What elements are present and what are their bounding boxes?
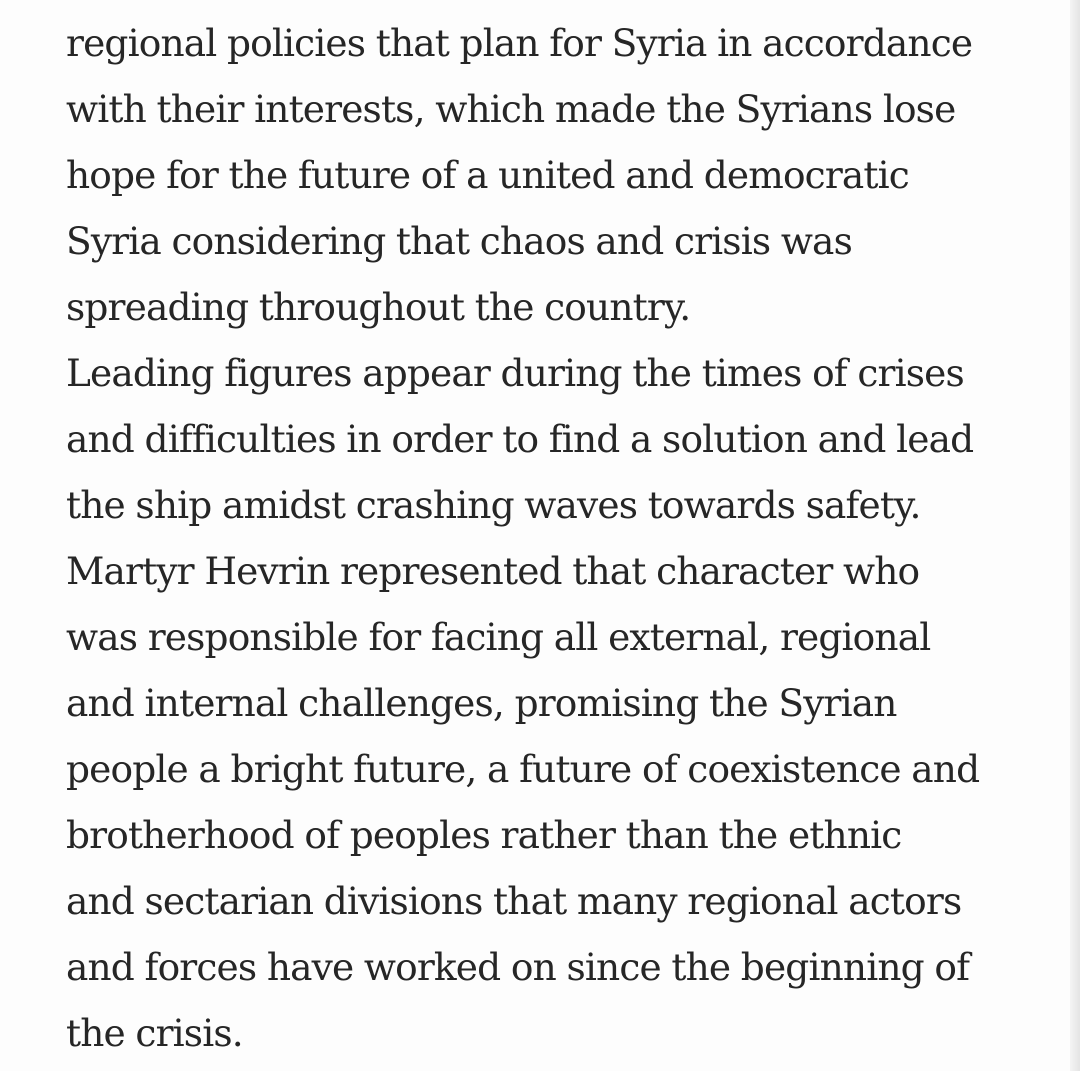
- text-line: Martyr Hevrin represented that character who: [66, 549, 920, 593]
- text-line: with their interests, which made the Syrians lose: [66, 87, 956, 131]
- text-line: Syria considering that chaos and crisis was: [66, 219, 852, 263]
- text-line: was responsible for facing all external, regional: [66, 615, 931, 659]
- text-line: hope for the future of a united and democratic: [66, 153, 909, 197]
- text-line: and internal challenges, promising the Syrian: [66, 681, 897, 725]
- text-line: and sectarian divisions that many regional actors: [66, 879, 962, 923]
- text-line: the crisis.: [66, 1011, 243, 1055]
- text-line: the ship amidst crashing waves towards safety.: [66, 483, 921, 527]
- page-edge-divider: [1070, 0, 1080, 1071]
- text-line: people a bright future, a future of coexistence and: [66, 747, 980, 791]
- article-body: [66, 10, 1066, 1066]
- text-line: spreading throughout the country.: [66, 285, 691, 329]
- text-line: regional policies that plan for Syria in accordance: [66, 21, 973, 65]
- text-line: Leading figures appear during the times of crises: [66, 351, 964, 395]
- text-line: and difficulties in order to find a solution and lead: [66, 417, 974, 461]
- text-line: brotherhood of peoples rather than the ethnic: [66, 813, 902, 857]
- text-line: and forces have worked on since the beginning of: [66, 945, 970, 989]
